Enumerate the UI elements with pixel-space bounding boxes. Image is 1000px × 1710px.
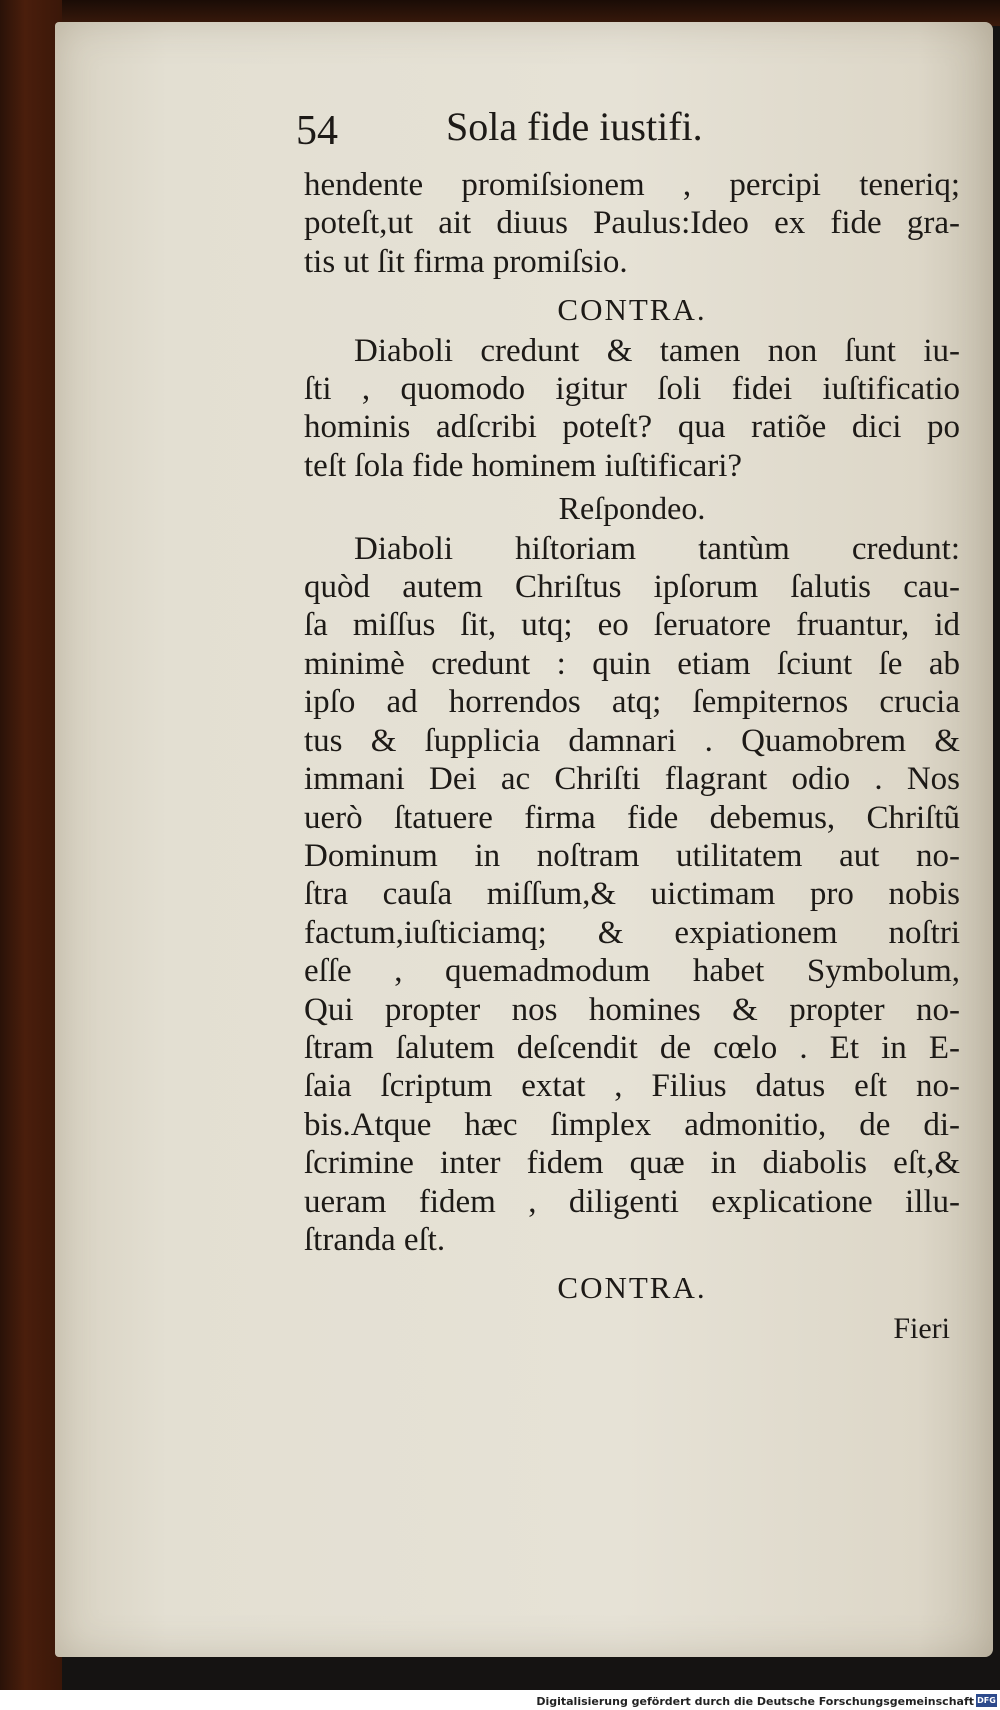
- running-head: Sola fide iustifi.: [446, 104, 703, 149]
- text-line: ſaia ſcriptum extat , Filius datus eſt no-: [304, 1068, 960, 1105]
- page-text: [296, 104, 960, 1354]
- text-line: Dominum in noſtram utilitatem aut no-: [304, 837, 960, 874]
- digitization-footer: [0, 1690, 1000, 1710]
- section-heading-contra: CONTRA.: [557, 292, 707, 328]
- text-line: hendente promiſsionem , percipi teneriq;: [304, 167, 960, 203]
- section-heading-contra-2: CONTRA.: [557, 1270, 707, 1306]
- text-line: ſtram ſalutem deſcendit de cœlo . Et in E-: [304, 1029, 960, 1066]
- response-paragraph: [304, 530, 960, 1260]
- text-line: factum,iuſticiamq; & expiationem noſtri: [304, 914, 960, 951]
- text-line: Diaboli hiſtoriam tantùm credunt:: [354, 530, 960, 567]
- text-line: bis.Atque hæc ſimplex admonitio, de di-: [304, 1106, 960, 1143]
- paragraph-continued: [304, 166, 960, 281]
- text-line: eſſe , quemadmodum habet Symbolum,: [304, 953, 960, 990]
- text-line: immani Dei ac Chriſti flagrant odio . Nos: [304, 761, 960, 798]
- catchword-row: [304, 1310, 960, 1354]
- text-line: ſa miſſus ſit, utq; eo ſeruatore fruantur, id: [304, 607, 960, 644]
- text-line: tis ut ſit firma promiſsio.: [304, 243, 628, 280]
- text-line: Qui propter nos homines & propter no-: [304, 991, 960, 1028]
- objection-paragraph: [304, 332, 960, 486]
- text-line: hominis adſcribi poteſt? qua ratiõe dici po: [304, 409, 960, 446]
- text-line: minimè credunt : quin etiam ſciunt ſe ab: [304, 645, 960, 682]
- text-line: ſtra cauſa miſſum,& uictimam pro nobis: [304, 876, 960, 913]
- dfg-logo: DFG: [977, 1696, 996, 1705]
- section-heading-respondeo: Reſpondeo.: [558, 490, 706, 527]
- funding-credit: Digitalisierung gefördert durch die Deutsche Forschungsgemeinschaft: [536, 1695, 974, 1708]
- text-line: quòd autem Chriſtus ipſorum ſalutis cau-: [304, 569, 960, 606]
- text-line: ſtranda eſt.: [304, 1221, 446, 1258]
- page-header: [296, 104, 960, 166]
- text-line: uerò ſtatuere firma fide debemus, Chriſtũ: [304, 799, 960, 836]
- text-line: poteſt,ut ait diuus Paulus:Ideo ex fide gra-: [304, 205, 960, 242]
- text-line: ueram fidem , diligenti explicatione illu-: [304, 1183, 960, 1220]
- text-line: teſt ſola fide hominem iuſtificari?: [304, 447, 743, 484]
- text-line: tus & ſupplicia damnari . Quamobrem &: [304, 722, 960, 759]
- text-line: Diaboli credunt & tamen non ſunt iu-: [354, 332, 960, 369]
- catchword: Fieri: [893, 1311, 950, 1345]
- book-binding-edge: [0, 0, 62, 1690]
- text-line: ipſo ad horrendos atq; ſempiternos crucia: [304, 684, 960, 721]
- text-line: ſti , quomodo igitur ſoli fidei iuſtificatio: [304, 371, 960, 408]
- text-line: ſcrimine inter fidem quæ in diabolis eſt,&: [304, 1145, 960, 1182]
- page-number: 54: [296, 108, 338, 154]
